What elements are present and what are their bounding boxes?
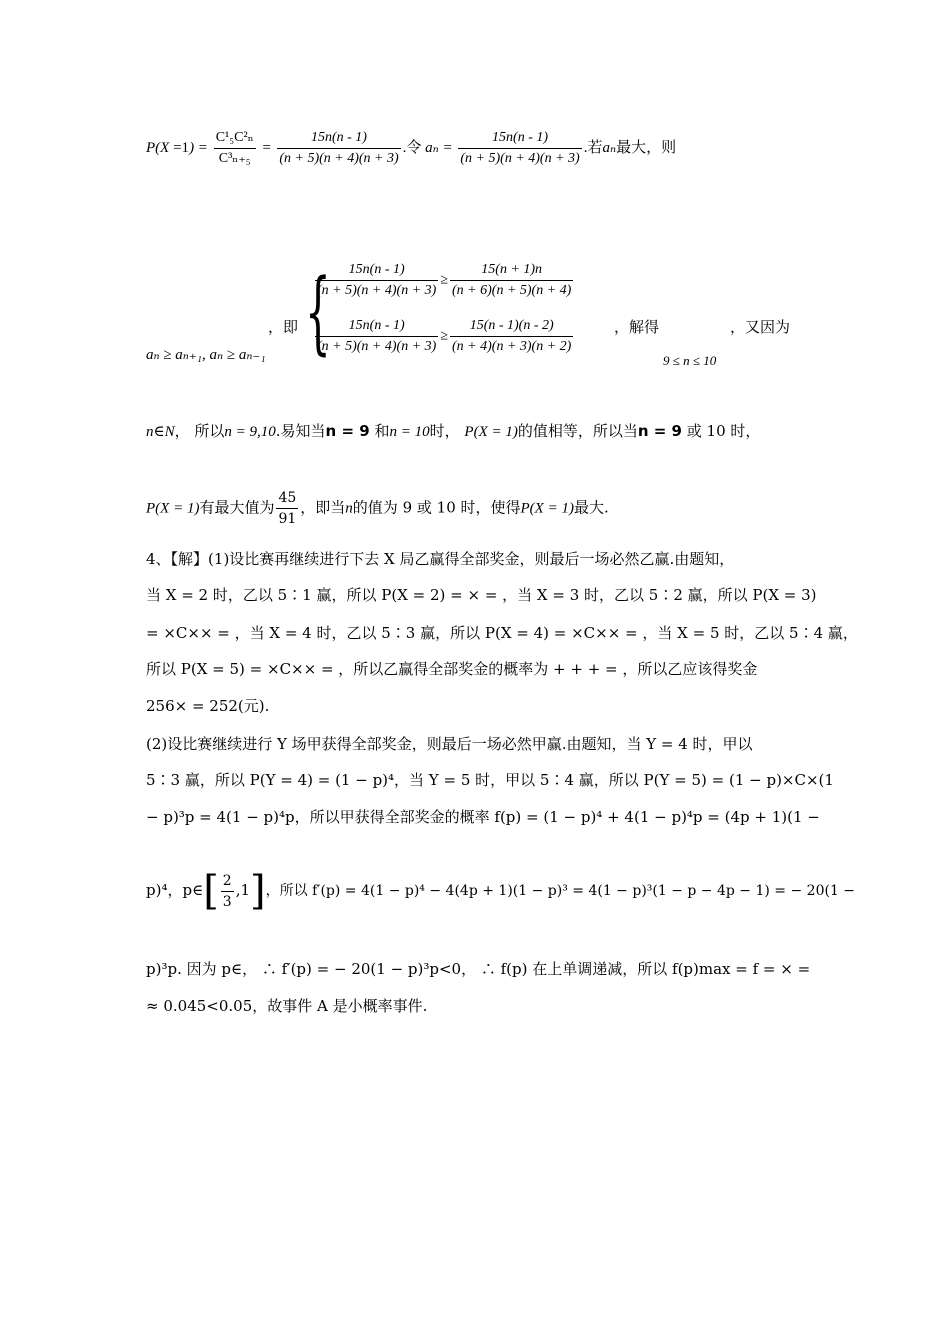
left-bracket: [ — [203, 868, 219, 914]
probability-expression-line: P(X =1) = $\frac{\text{C¹₅C²ₙ}}{\text{C³ₙ₊₅}}$ = $\frac{15n(n - 1)}{(n + 5)(n + 4)(n + 3)}$ .令 aₙ = $\frac{15n(n - 1)}{(n + 5)(n + 4)(n + 3)}$ .若aₙ最大，则 — [146, 128, 676, 169]
para4-line-8: − p)³p = 4(1 − p)⁴p，所以甲获得全部奖金的概率 f(p) = (1 − p)⁴ + 4(1 − p)⁴p = (4p + 1)(1 − — [146, 808, 820, 826]
p-x-one-2: P(X = 1) — [520, 500, 574, 517]
interval-fraction — [221, 871, 234, 912]
interval-lead: p)⁴，p∈ — [146, 881, 204, 899]
conclusion-line: ≈ 0.045<0.05，故事件 A 是小概率事件. — [146, 997, 428, 1015]
he-text: 和 — [374, 422, 390, 440]
combination-denominator: C³ₙ₊₅ — [218, 151, 251, 166]
zuida-text: 最大. — [573, 498, 609, 517]
n-nine-b: n = 9 — [637, 422, 682, 440]
max-fraction — [276, 488, 298, 529]
inequality-row-1 — [313, 260, 575, 301]
inequality-row-2 — [313, 316, 575, 357]
p-x-equals-one: P(X = 1) — [464, 424, 518, 440]
fraction-2-numerator: 15n(n - 1) — [458, 128, 581, 149]
row1-left-fraction — [315, 260, 438, 301]
para4-line-2: 当 X = 2 时，乙以 5∶1 赢，所以 P(X = 2) = × = ，当 X = 3 时，乙以 5∶2 赢，所以 P(X = 3) — [146, 586, 817, 604]
para4-line-6: (2)设比赛继续进行 Y 场甲获得全部奖金，则最后一场必然甲赢.由题知，当 Y = 4 时，甲以 — [146, 735, 753, 753]
x-variable: X — [160, 139, 170, 156]
youyin-text: ，又因为 — [730, 318, 791, 336]
row1-right-fraction — [450, 260, 573, 301]
row2-right-numerator: 15(n - 1)(n - 2) — [450, 316, 573, 337]
interval-numerator: 2 — [221, 871, 234, 892]
max-denominator: 91 — [278, 511, 297, 527]
fraction-1-numerator: 15n(n - 1) — [277, 128, 400, 149]
fraction-1 — [277, 128, 400, 169]
jidang-text: ，即当 — [300, 498, 346, 517]
n-natural: n∈N — [146, 424, 175, 440]
n-symbol: n — [345, 500, 353, 517]
interval-right: ,1 — [235, 881, 251, 899]
jiede-text: ，解得 — [614, 318, 660, 336]
row1-left-numerator: 15n(n - 1) — [315, 260, 438, 281]
combination-numerator: C¹₅C²ₙ — [214, 128, 256, 149]
dezhi-text: 的值为 9 或 10 时，使得 — [352, 498, 521, 517]
max-value-line — [146, 488, 609, 529]
para4-line-3: = ×C×× = ，当 X = 4 时，乙以 5∶3 赢，所以 P(X = 4) = ×C×× = ，当 X = 5 时，乙以 5∶4 赢， — [146, 624, 858, 642]
yizhi-text: .易知当 — [275, 422, 326, 440]
inequality-system — [305, 258, 635, 370]
row2-left-denominator: (n + 5)(n + 4)(n + 3) — [317, 339, 437, 354]
para4-line-7: 5∶3 赢，所以 P(Y = 4) = (1 − p)⁴，当 Y = 5 时，甲以 5∶4 赢，所以 P(Y = 5) = (1 − p)×C×(1 — [146, 771, 834, 789]
huo-text: 或 10 时， — [686, 422, 761, 440]
p-x-one: P(X = 1) — [146, 500, 200, 517]
derivative-line: p)³p. 因为 p∈， ∴ f′(p) = − 20(1 − p)³p<0， ∴ f(p) 在上单调递减，所以 f(p)max = f = × = — [146, 960, 811, 978]
row2-left-numerator: 15n(n - 1) — [315, 316, 438, 337]
p-symbol: P — [146, 139, 156, 156]
para4-line-4: 所以 P(X = 5) = ×C×× = ，所以乙赢得全部奖金的概率为 + + + = ，所以乙应该得奖金 — [146, 660, 758, 678]
row1-relation: ≥ — [440, 272, 449, 288]
equals-one: =1 — [173, 139, 190, 156]
a-n-symbol: aₙ — [425, 139, 439, 156]
row2-left-fraction — [315, 316, 438, 357]
interval-tail: ，所以 f′(p) = 4(1 − p)⁴ − 4(4p + 1)(1 − p)³ = 4(1 − p)³(1 − p − 4p − 1) = − 20(1 − — [265, 883, 856, 899]
row1-right-denominator: (n + 6)(n + 5)(n + 4) — [452, 283, 572, 298]
left-brace: { — [305, 260, 331, 365]
row2-right-denominator: (n + 4)(n + 3)(n + 2) — [452, 339, 572, 354]
row2-relation: ≥ — [440, 328, 449, 344]
youzuida-text: 有最大值为 — [199, 498, 275, 517]
para4-line-5: 256× = 252(元). — [146, 697, 270, 715]
max-numerator: 45 — [276, 488, 298, 509]
fraction-2 — [458, 128, 581, 169]
row1-left-denominator: (n + 5)(n + 4)(n + 3) — [317, 283, 437, 298]
combination-fraction — [214, 128, 256, 169]
ruo-text: .若 — [583, 139, 603, 156]
n-values: n = 9,10 — [224, 424, 276, 440]
ling-text: .令 — [402, 139, 422, 156]
fraction-1-denominator: (n + 5)(n + 4)(n + 3) — [279, 151, 399, 166]
fraction-2-denominator: (n + 5)(n + 4)(n + 3) — [460, 151, 580, 166]
right-bracket: ] — [250, 868, 266, 914]
suoyi-text: ， 所以 — [174, 422, 225, 440]
n-values-line — [146, 420, 760, 441]
ji-text: ，即 — [268, 318, 299, 336]
para4-line-1: 4、【解】(1)设比赛再继续进行下去 X 局乙赢得全部奖金，则最后一场必然乙赢.由题知， — [146, 550, 735, 568]
n-ten: n = 10 — [389, 424, 430, 440]
a-n-symbol-2: aₙ — [602, 139, 617, 156]
n-nine: n = 9 — [325, 422, 370, 440]
interval-line — [146, 868, 855, 914]
max-text: 最大，则 — [616, 139, 677, 156]
shi-text: 时， — [429, 422, 460, 440]
row1-right-numerator: 15(n + 1)n — [450, 260, 573, 281]
row2-right-fraction — [450, 316, 573, 357]
interval-denominator: 3 — [222, 893, 232, 910]
condition-text: aₙ ≥ aₙ₊₁, aₙ ≥ aₙ₋₁ — [146, 347, 266, 363]
range-result: 9 ≤ n ≤ 10 — [663, 353, 717, 368]
xiangdeng-text: 的值相等，所以当 — [517, 422, 638, 440]
